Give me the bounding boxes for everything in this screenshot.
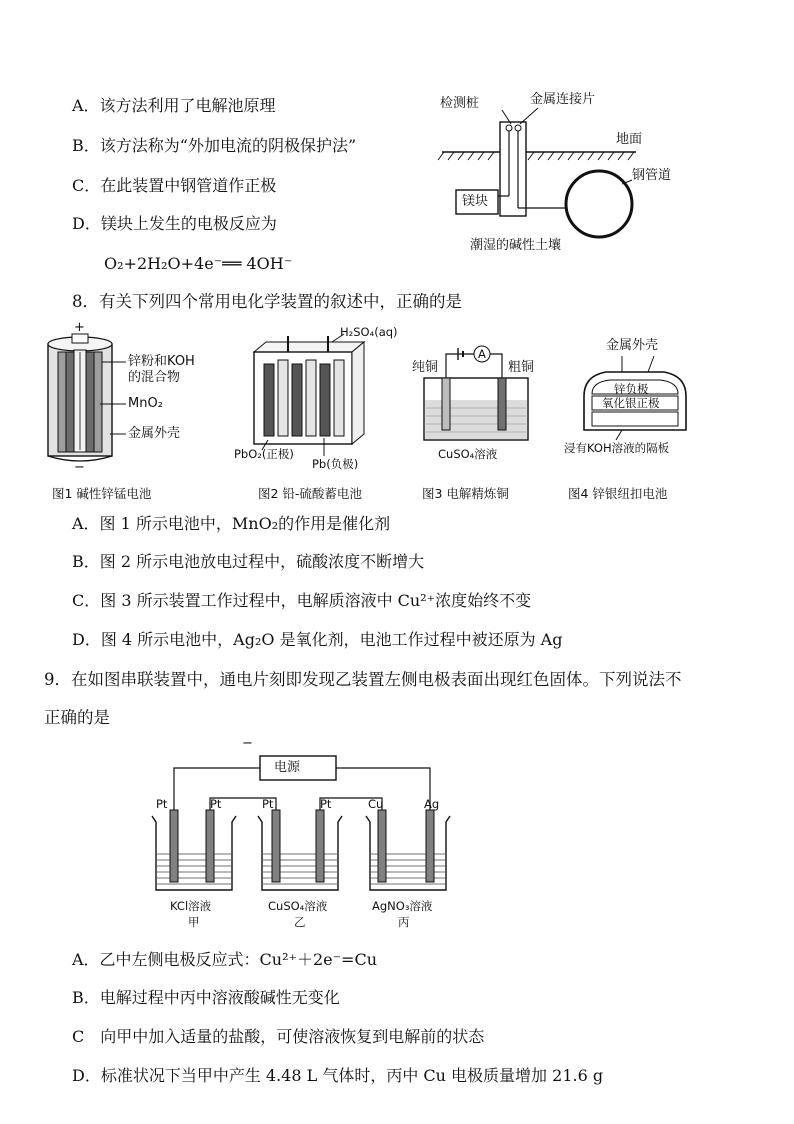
fig3-ammeter: A	[478, 347, 486, 361]
q9-electrode-3: Pt	[262, 797, 274, 811]
fig1-label-mno2: MnO₂	[128, 396, 163, 411]
fig3-label-pure: 纯铜	[412, 360, 439, 375]
fig3-caption: 图3 电解精炼铜	[422, 486, 509, 501]
q9-option-a: A．乙中左侧电极反应式：Cu²⁺＋2e⁻=Cu	[72, 950, 378, 969]
fig1-label-zinc-2: 的混合物	[128, 370, 181, 385]
q9-stem-line1: 9．在如图串联装置中，通电片刻即发现乙装置左侧电极表面出现红色固体。下列说法不	[44, 670, 682, 689]
fig2-label-acid: H₂SO₄(aq)	[340, 325, 398, 339]
q7-option-c: C．在此装置中钢管道作正极	[72, 176, 277, 195]
label-mg-block: 镁块	[462, 194, 489, 209]
label-soil: 潮湿的碱性土壤	[470, 238, 562, 253]
q9-option-b: B．电解过程中丙中溶液酸碱性无变化	[72, 988, 340, 1007]
q9-electrode-4: Pt	[320, 797, 332, 811]
q9-electrode-5: Cu	[368, 797, 384, 811]
q9-electrode-2: Pt	[210, 797, 222, 811]
q9-solution-3: AgNO₃溶液	[372, 899, 433, 913]
q9-name-bing: 丙	[398, 915, 410, 929]
q8-option-d: D．图 4 所示电池中，Ag₂O 是氧化剂，电池工作过程中被还原为 Ag	[72, 630, 563, 649]
fig2-label-pbo2: PbO₂(正极)	[234, 447, 294, 461]
q9-electrode-6: Ag	[424, 797, 440, 811]
fig2-caption: 图2 铅-硫酸蓄电池	[258, 486, 362, 501]
fig1-caption: 图1 碱性锌锰电池	[52, 486, 152, 501]
fig1-minus: −	[74, 460, 85, 475]
fig4-label-ag2o: 氧化银正极	[602, 396, 660, 410]
q9-power-label: 电源	[274, 760, 301, 775]
fig4-label-zn: 锌负极	[614, 382, 649, 396]
q8-option-b: B．图 2 所示电池放电过程中，硫酸浓度不断增大	[72, 552, 425, 571]
q9-minus-sign: −	[242, 736, 253, 751]
q8-fig2	[232, 322, 412, 482]
label-ground: 地面	[616, 132, 643, 147]
q7-option-d: D．镁块上发生的电极反应为	[72, 214, 277, 233]
q8-fig1	[44, 322, 224, 482]
q7-option-a: A．该方法利用了电解池原理	[72, 96, 276, 115]
q8-option-c: C．图 3 所示装置工作过程中，电解质溶液中 Cu²⁺浓度始终不变	[72, 591, 532, 610]
fig1-plus: +	[74, 320, 85, 335]
q9-stem-line2: 正确的是	[44, 708, 110, 727]
label-steel-pipe: 钢管道	[632, 168, 672, 183]
fig1-label-zinc: 锌粉和KOH	[128, 354, 195, 369]
q9-name-jia: 甲	[188, 915, 200, 929]
q8-fig3	[410, 332, 560, 482]
q9-solution-2: CuSO₄溶液	[268, 899, 328, 913]
q9-solution-1: KCl溶液	[170, 899, 212, 913]
fig1-label-shell: 金属外壳	[128, 426, 181, 441]
q8-stem: 8．有关下列四个常用电化学装置的叙述中，正确的是	[72, 292, 462, 311]
q7-option-b: B．该方法称为“外加电流的阴极保护法”	[72, 136, 357, 155]
label-metal-plate: 金属连接片	[530, 92, 596, 107]
label-detection-pile: 检测桩	[440, 96, 480, 111]
q7-equation: O₂+2H₂O+4e⁻══ 4OH⁻	[104, 254, 293, 273]
q9-option-d: D．标准状况下当甲中产生 4.48 L 气体时，丙中 Cu 电极质量增加 21.6 g	[72, 1066, 604, 1085]
fig2-label-pb: Pb(负极)	[312, 457, 359, 471]
fig4-caption: 图4 锌银纽扣电池	[568, 486, 668, 501]
q8-fig4	[562, 334, 742, 474]
fig4-label-separator: 浸有KOH溶液的隔板	[564, 441, 670, 455]
fig3-label-solution: CuSO₄溶液	[438, 447, 498, 461]
fig3-label-crude: 粗铜	[508, 360, 535, 375]
q9-figure	[140, 736, 470, 934]
q9-option-c: C 向甲中加入适量的盐酸，可使溶液恢复到电解前的状态	[72, 1027, 485, 1046]
q7-figure	[436, 88, 676, 263]
q9-electrode-1: Pt	[156, 797, 168, 811]
fig4-label-shell: 金属外壳	[606, 338, 659, 353]
q8-option-a: A．图 1 所示电池中，MnO₂的作用是催化剂	[72, 514, 391, 533]
q9-name-yi: 乙	[294, 915, 306, 929]
